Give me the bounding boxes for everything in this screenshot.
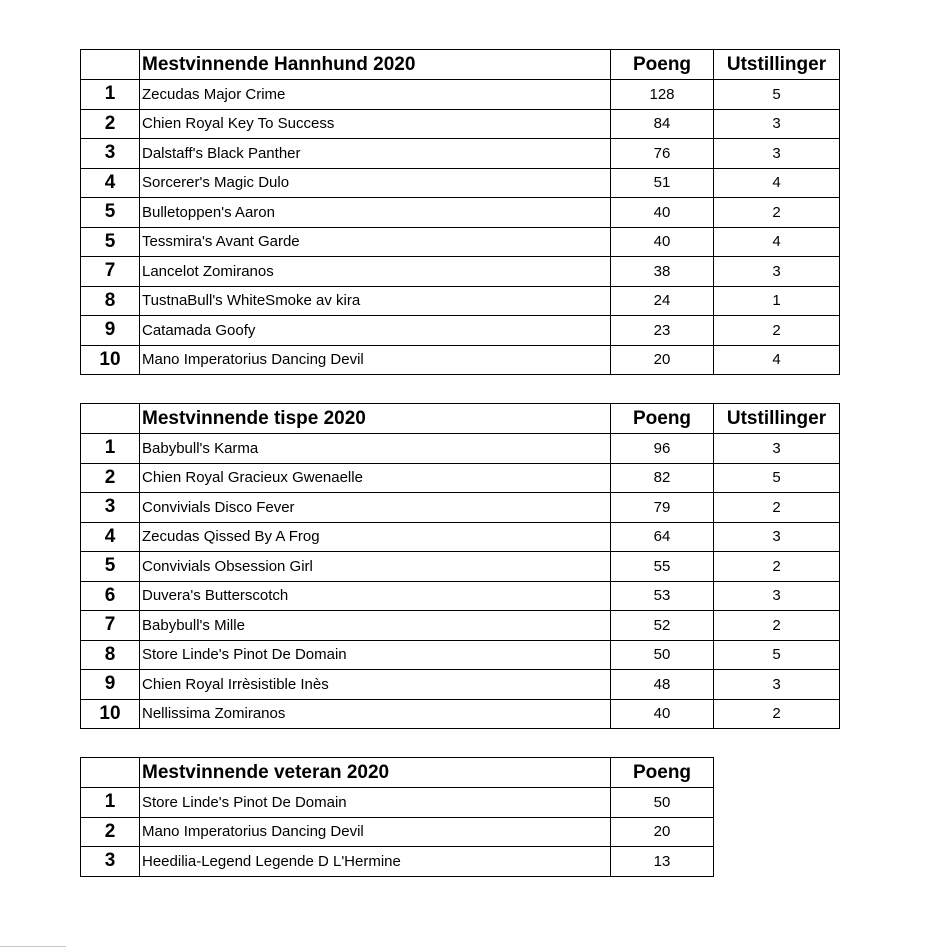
- table-row: [81, 552, 840, 582]
- shows-cell: 3: [714, 670, 840, 700]
- page-edge-divider: [0, 946, 66, 947]
- table-row: [81, 198, 840, 228]
- shows-cell: 4: [714, 227, 840, 257]
- shows-column-header: Utstillinger: [714, 50, 840, 80]
- table-row: [81, 227, 840, 257]
- dog-name-cell: Zecudas Qissed By A Frog: [140, 522, 611, 552]
- points-cell: 20: [611, 817, 714, 847]
- dog-name-cell: Tessmira's Avant Garde: [140, 227, 611, 257]
- dog-name-cell: Convivials Disco Fever: [140, 493, 611, 523]
- points-cell: 48: [611, 670, 714, 700]
- points-cell: 52: [611, 611, 714, 641]
- table-mestvinnende-tispe: [80, 403, 840, 729]
- dog-name-cell: Duvera's Butterscotch: [140, 581, 611, 611]
- points-cell: 79: [611, 493, 714, 523]
- shows-cell: 2: [714, 493, 840, 523]
- table-row: [81, 316, 840, 346]
- points-cell: 23: [611, 316, 714, 346]
- table-row: [81, 670, 840, 700]
- table-row: [81, 463, 840, 493]
- rank-cell: 3: [81, 493, 140, 523]
- table-mestvinnende-hannhund: [80, 49, 840, 375]
- points-cell: 96: [611, 434, 714, 464]
- points-cell: 76: [611, 139, 714, 169]
- shows-cell: 2: [714, 198, 840, 228]
- header-row: [81, 50, 840, 80]
- shows-cell: 3: [714, 109, 840, 139]
- points-cell: 20: [611, 345, 714, 375]
- rank-cell: 5: [81, 227, 140, 257]
- rank-cell: 2: [81, 463, 140, 493]
- rank-header-cell: [81, 50, 140, 80]
- points-cell: 50: [611, 788, 714, 818]
- dog-name-cell: Bulletoppen's Aaron: [140, 198, 611, 228]
- shows-cell: 4: [714, 168, 840, 198]
- table-mestvinnende-veteran: [80, 757, 714, 877]
- points-cell: 128: [611, 80, 714, 110]
- table-row: [81, 139, 840, 169]
- table-row: [81, 434, 840, 464]
- points-cell: 13: [611, 847, 714, 877]
- rank-cell: 2: [81, 109, 140, 139]
- rank-cell: 3: [81, 847, 140, 877]
- rank-cell: 5: [81, 198, 140, 228]
- shows-cell: 5: [714, 80, 840, 110]
- rank-cell: 5: [81, 552, 140, 582]
- rank-cell: 3: [81, 139, 140, 169]
- shows-cell: 3: [714, 581, 840, 611]
- rank-cell: 1: [81, 434, 140, 464]
- shows-column-header: Utstillinger: [714, 404, 840, 434]
- dog-name-cell: Chien Royal Irrèsistible Inès: [140, 670, 611, 700]
- table-body: [81, 758, 714, 877]
- table-row: [81, 640, 840, 670]
- dog-name-cell: Heedilia-Legend Legende D L'Hermine: [140, 847, 611, 877]
- dog-name-cell: Dalstaff's Black Panther: [140, 139, 611, 169]
- rank-cell: 9: [81, 670, 140, 700]
- table-row: [81, 522, 840, 552]
- table-row: [81, 168, 840, 198]
- dog-name-cell: TustnaBull's WhiteSmoke av kira: [140, 286, 611, 316]
- points-cell: 64: [611, 522, 714, 552]
- table-body: [81, 404, 840, 729]
- table-row: [81, 109, 840, 139]
- header-row: [81, 404, 840, 434]
- rank-cell: 7: [81, 257, 140, 287]
- dog-name-cell: Chien Royal Gracieux Gwenaelle: [140, 463, 611, 493]
- rank-header-cell: [81, 758, 140, 788]
- table-row: [81, 493, 840, 523]
- rank-cell: 8: [81, 640, 140, 670]
- rank-cell: 10: [81, 345, 140, 375]
- header-row: [81, 758, 714, 788]
- dog-name-cell: Convivials Obsession Girl: [140, 552, 611, 582]
- points-cell: 40: [611, 198, 714, 228]
- rank-cell: 9: [81, 316, 140, 346]
- table-row: [81, 286, 840, 316]
- dog-name-cell: Nellissima Zomiranos: [140, 699, 611, 729]
- points-cell: 51: [611, 168, 714, 198]
- table-title: Mestvinnende Hannhund 2020: [140, 50, 611, 80]
- dog-name-cell: Mano Imperatorius Dancing Devil: [140, 345, 611, 375]
- table-body: [81, 50, 840, 375]
- points-cell: 55: [611, 552, 714, 582]
- table-title: Mestvinnende tispe 2020: [140, 404, 611, 434]
- shows-cell: 2: [714, 316, 840, 346]
- points-cell: 84: [611, 109, 714, 139]
- shows-cell: 2: [714, 611, 840, 641]
- table-row: [81, 847, 714, 877]
- table-row: [81, 817, 714, 847]
- rank-cell: 10: [81, 699, 140, 729]
- rank-cell: 2: [81, 817, 140, 847]
- rank-cell: 7: [81, 611, 140, 641]
- points-cell: 50: [611, 640, 714, 670]
- rank-cell: 8: [81, 286, 140, 316]
- table-row: [81, 699, 840, 729]
- dog-name-cell: Catamada Goofy: [140, 316, 611, 346]
- points-cell: 38: [611, 257, 714, 287]
- points-cell: 40: [611, 227, 714, 257]
- rank-cell: 1: [81, 80, 140, 110]
- shows-cell: 3: [714, 139, 840, 169]
- shows-cell: 5: [714, 640, 840, 670]
- dog-name-cell: Babybull's Karma: [140, 434, 611, 464]
- points-cell: 40: [611, 699, 714, 729]
- table-row: [81, 581, 840, 611]
- points-cell: 53: [611, 581, 714, 611]
- points-column-header: Poeng: [611, 50, 714, 80]
- points-column-header: Poeng: [611, 758, 714, 788]
- shows-cell: 1: [714, 286, 840, 316]
- dog-name-cell: Zecudas Major Crime: [140, 80, 611, 110]
- table-row: [81, 345, 840, 375]
- rank-cell: 4: [81, 522, 140, 552]
- rank-cell: 4: [81, 168, 140, 198]
- table-row: [81, 788, 714, 818]
- points-cell: 24: [611, 286, 714, 316]
- points-column-header: Poeng: [611, 404, 714, 434]
- shows-cell: 2: [714, 699, 840, 729]
- dog-name-cell: Chien Royal Key To Success: [140, 109, 611, 139]
- table-title: Mestvinnende veteran 2020: [140, 758, 611, 788]
- shows-cell: 3: [714, 434, 840, 464]
- dog-name-cell: Lancelot Zomiranos: [140, 257, 611, 287]
- dog-name-cell: Mano Imperatorius Dancing Devil: [140, 817, 611, 847]
- table-row: [81, 611, 840, 641]
- table-row: [81, 80, 840, 110]
- table-row: [81, 257, 840, 287]
- shows-cell: 2: [714, 552, 840, 582]
- rank-header-cell: [81, 404, 140, 434]
- dog-name-cell: Store Linde's Pinot De Domain: [140, 788, 611, 818]
- shows-cell: 3: [714, 257, 840, 287]
- rank-cell: 6: [81, 581, 140, 611]
- rank-cell: 1: [81, 788, 140, 818]
- dog-name-cell: Babybull's Mille: [140, 611, 611, 641]
- points-cell: 82: [611, 463, 714, 493]
- dog-name-cell: Sorcerer's Magic Dulo: [140, 168, 611, 198]
- dog-name-cell: Store Linde's Pinot De Domain: [140, 640, 611, 670]
- shows-cell: 4: [714, 345, 840, 375]
- shows-cell: 3: [714, 522, 840, 552]
- shows-cell: 5: [714, 463, 840, 493]
